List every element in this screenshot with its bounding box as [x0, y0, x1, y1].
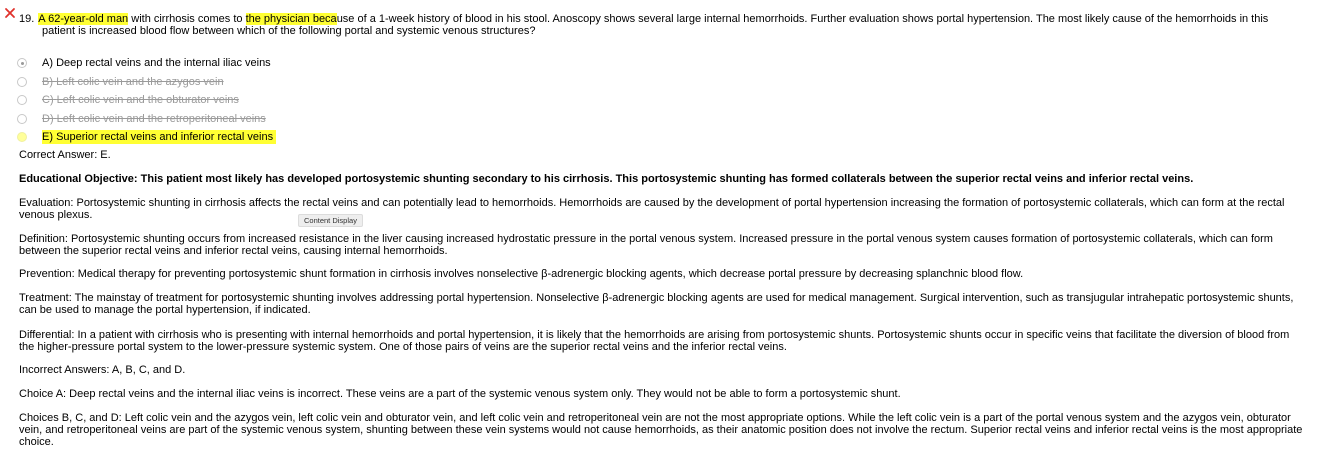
differential-line-2: the higher-pressure portal system to the lower-pressure systemic system. One of those pairs of veins are the superior rectal veins and the inferior rectal veins. — [19, 341, 787, 353]
educational-objective: Educational Objective: This patient most likely has developed portosystemic shunting secondary to his cirrhosis. This portosystemic shunting has formed collaterals between the superior rectal veins and inferior rectal veins. — [19, 173, 1194, 185]
choice-c-text[interactable] — [42, 93, 242, 107]
content-display-tooltip: Content Display — [298, 214, 363, 227]
evaluation-line-2: venous plexus. — [19, 209, 93, 221]
question-highlight-2: the physician beca — [245, 13, 337, 25]
choice-c-radio[interactable] — [17, 95, 27, 105]
evaluation-paragraph — [19, 197, 1331, 221]
choice-c[interactable] — [17, 91, 617, 110]
choices-bcd-line-3: choice. — [19, 436, 54, 448]
choice-b[interactable] — [17, 73, 617, 92]
question-line-2: patient is increased blood flow between which of the following portal and systemic venous structures? — [42, 25, 536, 37]
treatment-line-2: can be used to manage the portal hypertension, if indicated. — [19, 304, 311, 316]
choice-c-label: C) — [42, 94, 54, 107]
choice-a-text[interactable] — [42, 56, 274, 70]
choices-bcd-line-2: vein, and retroperitoneal veins are part of the systemic venous system, shunting between these vein systems would not cause hemorrhoids, as their anatomic position does not involve the rectum. Superior rectal veins and inferior rectal veins is the most appropriate — [19, 424, 1303, 436]
definition-line-2: between the superior rectal veins and inferior rectal veins, causing internal hemorrhoids. — [19, 245, 448, 257]
prevention-paragraph: Prevention: Medical therapy for preventing portosystemic shunt formation in cirrhosis involves nonselective β-adrenergic blocking agents, which decrease portal pressure by decreasing splanchnic blood flow. — [19, 268, 1024, 280]
choice-b-body: Left colic vein and the azygos vein — [56, 75, 224, 88]
choice-a-radio[interactable] — [17, 58, 27, 68]
choice-b-text[interactable] — [42, 75, 227, 89]
question-number: 19. — [19, 13, 35, 25]
evaluation-line-1: Evaluation: Portosystemic shunting in cirrhosis affects the rectal veins and can potentially lead to hemorrhoids. Hemorrhoids are caused by the development of portal hypertension increasing the formation of portosystemic collaterals, which can form at the rectal — [19, 197, 1285, 209]
treatment-paragraph — [19, 292, 1331, 316]
choices-bcd-explanation — [19, 412, 1331, 448]
choice-e-radio[interactable] — [17, 132, 27, 142]
choice-e[interactable] — [17, 128, 617, 147]
choices-bcd-line-1: Choices B, C, and D: Left colic vein and the azygos vein, left colic vein and obturator vein, and left colic vein and retroperitoneal vein are not the most appropriate options. While the left colic vein is a part of the portal venous system and the azygos vein, obturator — [19, 412, 1291, 424]
question-text-2: use of a 1-week history of blood in his stool. Anoscopy shows several large internal hemorrhoids. Further evaluation shows portal hypertension. The most likely cause of the hemorrhoids in this — [336, 13, 1269, 25]
incorrect-x-icon — [4, 7, 16, 19]
choice-d-radio[interactable] — [17, 114, 27, 124]
definition-line-1: Definition: Portosystemic shunting occurs from increased resistance in the liver causing increased hydrostatic pressure in the portal venous system. Increased pressure in the portal venous system causes formation of portosystemic collaterals, which can form — [19, 233, 1273, 245]
answer-choices — [17, 54, 617, 147]
choice-e-text[interactable] — [42, 130, 276, 144]
incorrect-answers: Incorrect Answers: A, B, C, and D. — [19, 364, 186, 376]
choice-e-label: E) — [42, 131, 53, 144]
question-line-1 — [19, 13, 1319, 25]
choice-c-body: Left colic vein and the obturator veins — [56, 94, 239, 107]
correct-answer: Correct Answer: E. — [19, 149, 111, 161]
choice-a[interactable] — [17, 54, 617, 73]
choice-d-text[interactable] — [42, 112, 269, 126]
choice-e-body: Superior rectal veins and inferior rectal veins — [56, 131, 274, 144]
differential-line-1: Differential: In a patient with cirrhosis who is presenting with internal hemorrhoids and portal hypertension, it is likely that the hemorrhoids are arising from portosystemic shunts. Portosystemic shunts occur in specific veins that facilitate the diversion of blood from — [19, 329, 1290, 341]
definition-paragraph — [19, 233, 1331, 257]
choice-b-label: B) — [42, 75, 53, 88]
question-text-1: with cirrhosis comes to — [128, 13, 246, 25]
choice-d-body: Left colic vein and the retroperitoneal veins — [56, 112, 266, 125]
question-highlight-1: A 62-year-old man — [38, 13, 129, 25]
choice-a-label: A) — [42, 57, 53, 70]
choice-d[interactable] — [17, 110, 617, 129]
choice-a-body: Deep rectal veins and the internal iliac veins — [56, 57, 271, 70]
treatment-line-1: Treatment: The mainstay of treatment for portosystemic shunting involves addressing portal hypertension. Nonselective β-adrenergic blocking agents are used for medical management. Surgical intervention, such as transjugular intrahepatic portosystemic shunts, — [19, 292, 1294, 304]
choice-d-label: D) — [42, 112, 54, 125]
choice-a-explanation: Choice A: Deep rectal veins and the internal iliac veins is incorrect. These veins are a part of the systemic venous system only. They would not be able to form a portosystemic shunt. — [19, 388, 901, 400]
differential-paragraph — [19, 329, 1331, 353]
choice-b-radio[interactable] — [17, 77, 27, 87]
question-stem — [19, 13, 1319, 37]
